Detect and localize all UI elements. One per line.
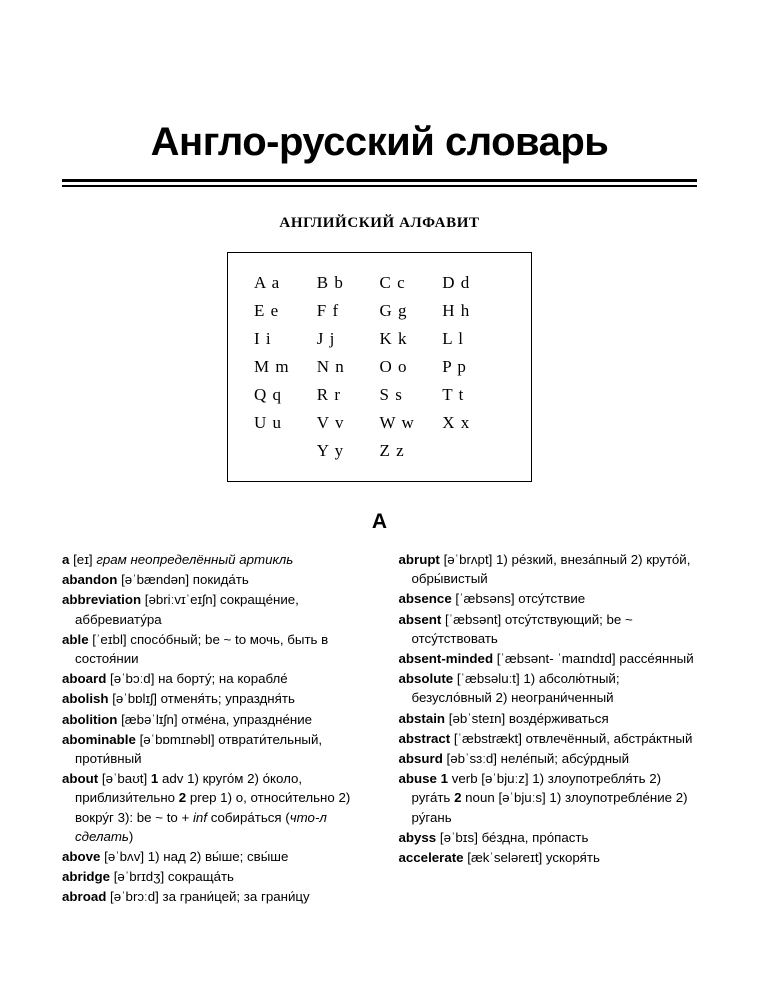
alphabet-row [254,297,505,325]
alphabet-cell: E e [254,301,280,320]
alphabet-cell: Q q [254,385,283,404]
page-title: Англо-русский словарь [150,120,609,164]
dictionary-entry: abrupt [əˈbrʌpt] 1) ре́зкий, внеза́пный 2) круто́й, обры́вистый [398,552,691,587]
alphabet-heading: АНГЛИЙСКИЙ АЛФАВИТ [279,215,480,231]
entry-column-right [399,550,698,868]
alphabet-cell: Y y [316,441,345,460]
alphabet-cell: J j [316,329,336,348]
entry-column-left [62,550,361,908]
dictionary-entry: abbreviation [əbriːvɪˈeɪʃn] сокраще́ние, аббревиату́ра [62,592,299,627]
alphabet-cell: M m [254,357,290,376]
dictionary-entry: abridge [əˈbrɪdʒ] сокраща́ть [62,869,234,885]
dictionary-entry: absence [ˈæbsəns] отсу́тствие [398,591,586,607]
dictionary-entry: able [ˈeɪbl] спосо́бный; be ~ to мочь, быть в состоя́нии [62,631,329,667]
dictionary-entry: abandon [əˈbændən] покида́ть [62,572,249,588]
alphabet-cell: O o [379,357,408,376]
alphabet-cell: X x [442,413,471,432]
dictionary-entry: abstract [ˈæbstrækt] отвлечённый, абстра́ктный [398,730,693,746]
dictionary-entry: a [eɪ] грам неопределённый артикль [62,552,294,567]
dictionary-entry: absolute [ˈæbsəluːt] 1) абсолю́тный; безусло́вный 2) неограни́ченный [398,671,620,706]
alphabet-cell: C c [379,273,406,292]
alphabet-cell: D d [442,273,471,292]
dictionary-entry: abolition [æbəˈlɪʃn] отме́на, упраздне́ние [62,711,313,727]
alphabet-cell: Z z [379,441,405,460]
dictionary-entry: abolish [əˈbɒlɪʃ] отменя́ть; упраздня́ть [62,691,295,707]
alphabet-cell: S s [379,385,403,404]
entry-columns [62,550,697,908]
dictionary-entry: above [əˈbʌv] 1) над 2) вы́ше; свы́ше [62,849,289,865]
alphabet-cell: W w [379,413,415,432]
dictionary-entry: absent [ˈæbsənt] отсу́тствующий; be ~ отсу́тствовать [398,611,633,646]
alphabet-cell: K k [379,329,408,348]
dictionary-entry: absent-minded [ˈæbsənt- ˈmaɪndɪd] рассе́янный [398,651,694,667]
dictionary-entry: abroad [əˈbrɔːd] за грани́цей; за грани́цу [62,889,310,905]
section-letter: A [371,510,388,533]
alphabet-cell: G g [379,301,408,320]
alphabet-cell: P p [442,357,467,376]
alphabet-row [254,353,505,381]
alphabet-row [254,325,505,353]
alphabet-row [254,409,505,437]
alphabet-table [227,252,532,482]
alphabet-cell: I i [254,329,272,348]
dictionary-entry: aboard [əˈbɔːd] на борту́; на корабле́ [62,671,288,687]
alphabet-cell: U u [254,413,283,432]
dictionary-entry: abuse 1 verb [əˈbjuːz] 1) злоупотребля́ть 2) руга́ть 2 noun [əˈbjuːs] 1) злоупотребле́ние 2) ру́гань [398,771,688,825]
dictionary-entry: abyss [əˈbɪs] бе́здна, про́пасть [398,829,589,845]
alphabet-cell: N n [316,357,345,376]
dictionary-entry: absurd [əbˈsɜːd] неле́пый; абсу́рдный [398,751,630,767]
dictionary-entry: accelerate [ækˈseləreɪt] ускоря́ть [398,850,600,866]
alphabet-row [254,381,505,409]
alphabet-cell: T t [442,385,465,404]
alphabet-cell: A a [254,273,281,292]
alphabet-cell: L l [442,329,464,348]
title-divider [62,179,697,187]
alphabet-cell: H h [442,301,471,320]
alphabet-cell: F f [316,301,340,320]
alphabet-row [254,269,505,297]
alphabet-row [254,437,505,465]
dictionary-entry: abstain [əbˈsteɪn] возде́рживаться [398,710,609,726]
dictionary-entry: about [əˈbaʊt] 1 adv 1) круго́м 2) о́коло, приблизи́тельно 2 prep 1) о, относи́тельно 2) вокру́г 3): be ~ to + inf собира́ться (что-л сделать) [62,771,351,844]
alphabet-cell: V v [316,413,345,432]
alphabet-cell: B b [316,273,344,292]
alphabet-cell: R r [316,385,341,404]
dictionary-entry: abominable [əˈbɒmɪnəbl] отврати́тельный, проти́вный [62,731,323,767]
